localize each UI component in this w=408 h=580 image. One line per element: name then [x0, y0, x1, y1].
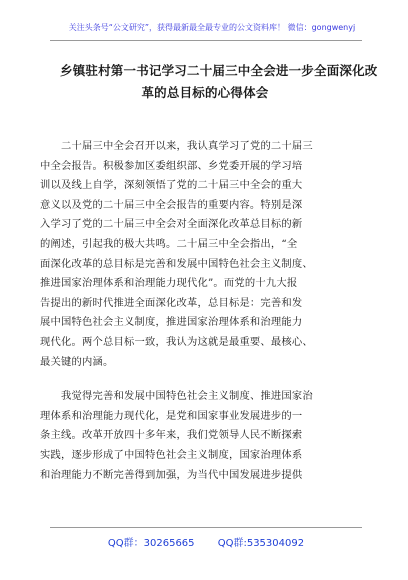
- body-line: 展中国特色社会主义制度，推进国家治理体系和治理能力: [40, 316, 303, 329]
- body-line: 训以及线上自学，深刻领悟了党的二十届三中全会的重大: [40, 179, 303, 192]
- footer-qq-group-2: QQ群:535304092: [217, 538, 305, 549]
- body-line: 最关键的内涵。: [40, 355, 114, 368]
- body-line: 面深化改革的总目标是完善和发展中国特色社会主义制度、: [40, 257, 313, 270]
- body-line: 二十届三中全会召开以来，我认真学习了党的二十届三: [61, 140, 313, 152]
- body-line: 理体系和治理能力现代化，是党和国家事业发展进步的一: [40, 409, 303, 422]
- body-line: 现代化。两个总目标一致，我认为这就是最重要、最核心、: [40, 335, 313, 348]
- body-line: 我觉得完善和发展中国特色社会主义制度、推进国家治: [61, 390, 313, 403]
- body-line: 意义以及党的二十届三中全会报告的重要内容。特别是深: [40, 198, 303, 211]
- paragraph-2: [40, 387, 362, 485]
- body-line: 入学习了党的二十届三中全会对全面深化改革总目标的新: [40, 218, 303, 231]
- body-line: 中全会报告。积极参加区委组织部、乡党委开展的学习培: [40, 159, 303, 172]
- header-banner: 关注头条号“公文研究”，获得最新最全最专业的公文资料库！ 微信：gongwenyj: [68, 23, 356, 32]
- body-line: 的阐述，引起我的极大共鸣。二十届三中全会指出，“全: [40, 237, 298, 250]
- body-line: 实践，逐步形成了中国特色社会主义制度，国家治理体系: [40, 448, 303, 461]
- body-line: 告提出的新时代推进全面深化改革，总目标是：完善和发: [40, 296, 303, 309]
- footer: [50, 534, 362, 549]
- paragraph-gap: [40, 372, 362, 387]
- header-divider: [50, 40, 362, 41]
- title-line: 乡镇驻村第一书记学习二十届三中全会进一步全面深化改: [60, 63, 378, 78]
- document-body: [40, 137, 362, 485]
- footer-divider: [50, 527, 362, 528]
- body-line: 推进国家治理体系和治理能力现代化”。而党的十九大报: [40, 277, 298, 290]
- title-line: 革的总目标的心得体会: [141, 85, 269, 100]
- body-line: 和治理能力不断完善得到加强，为当代中国发展进步提供: [40, 468, 303, 481]
- paragraph-1: [40, 137, 362, 372]
- footer-qq-group-1: QQ群：30265665: [107, 538, 195, 549]
- body-line: 条主线。改革开放四十多年来，我们党领导人民不断探索: [40, 429, 303, 442]
- document-title: [60, 60, 378, 104]
